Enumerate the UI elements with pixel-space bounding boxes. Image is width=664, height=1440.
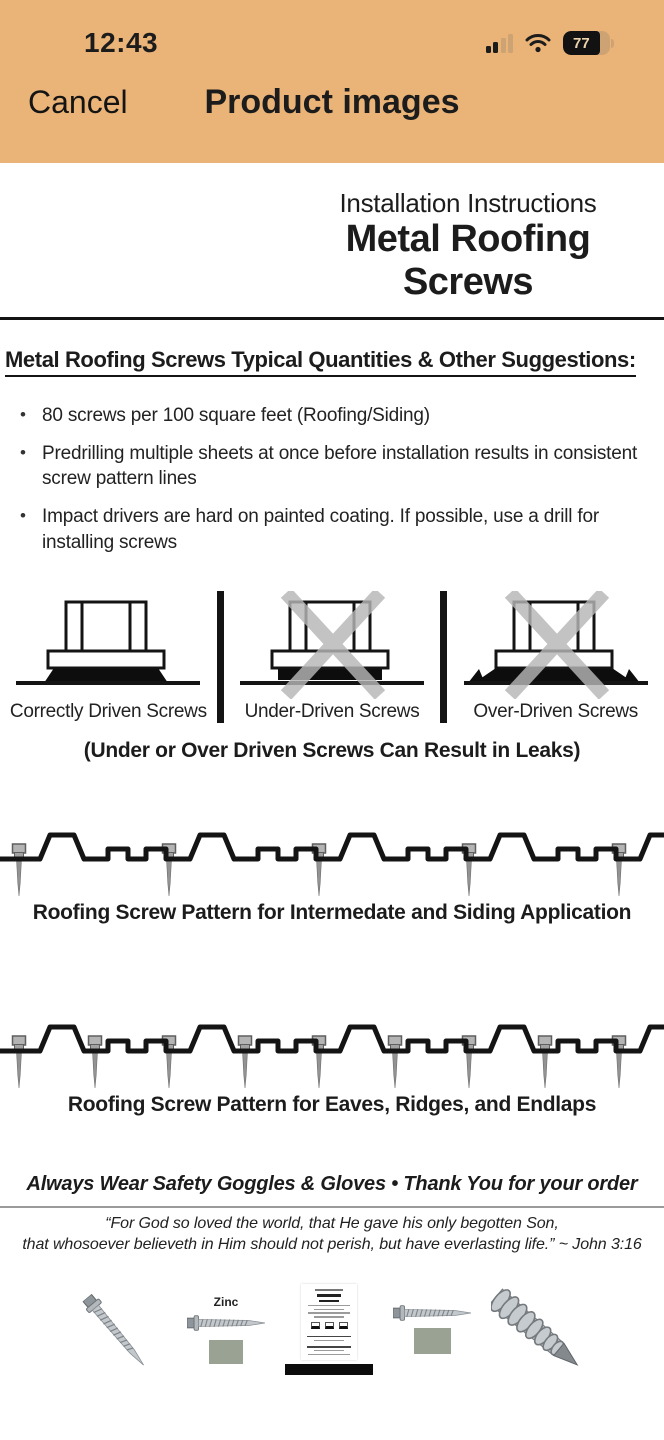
- roof-profile-diagram: [0, 825, 664, 899]
- eaves-pattern-figure: [0, 1017, 664, 1117]
- panel-label: Over-Driven Screws: [473, 700, 638, 722]
- divider-rule: [0, 317, 664, 320]
- battery-icon: [563, 31, 614, 55]
- thumbnail-angled-screw[interactable]: [81, 1287, 167, 1373]
- color-swatch: [209, 1340, 243, 1364]
- cellular-signal-icon: [486, 33, 514, 53]
- status-time: 12:43: [84, 27, 159, 58]
- over-driven-screw-diagram: [456, 591, 656, 699]
- under-driven-panel: [224, 591, 441, 723]
- list-item: • 80 screws per 100 square feet (Roofing/Siding): [18, 403, 650, 428]
- thumbnail-thread-closeup[interactable]: [491, 1284, 583, 1376]
- wifi-icon: [525, 33, 551, 53]
- list-item: • Predrilling multiple sheets at once before installation results in consistent screw pattern lines: [18, 441, 650, 491]
- correct-drive-panel: [0, 591, 217, 723]
- app-header: [0, 0, 664, 163]
- status-bar: [0, 24, 664, 62]
- page-title: Product images: [204, 82, 460, 121]
- thumbnail-screw-swatch[interactable]: [393, 1305, 471, 1354]
- doc-title-line2: Screws: [402, 260, 534, 303]
- leak-warning-note: (Under or Over Driven Screws Can Result in Leaks): [83, 738, 581, 762]
- pattern-caption: Roofing Screw Pattern for Eaves, Ridges, and Endlaps: [67, 1092, 597, 1116]
- list-item: • Impact drivers are hard on painted coating. If possible, use a drill for installing screws: [18, 504, 650, 554]
- over-driven-panel: [447, 591, 664, 723]
- panel-divider: [217, 591, 224, 723]
- battery-percent: 77: [563, 31, 600, 55]
- zinc-label: Zinc: [213, 1295, 239, 1310]
- panel-label: Correctly Driven Screws: [9, 700, 207, 722]
- angled-screw-image: [81, 1287, 167, 1373]
- section-heading: Metal Roofing Screws Typical Quantities & Other Suggestions:: [5, 347, 664, 373]
- doc-title-line1: Metal Roofing: [345, 218, 591, 261]
- thread-closeup-image: [491, 1284, 583, 1376]
- panel-label: Under-Driven Screws: [244, 700, 420, 722]
- intermediate-pattern-figure: [0, 825, 664, 925]
- suggestions-list: [0, 403, 664, 554]
- verse-text: “For God so loved the world, that He gave his only begotten Son, that whosoever believeth in Him should not perish, but have everlasting life.” ~ John 3:16: [22, 1214, 642, 1254]
- screw-drive-diagrams: [0, 591, 664, 723]
- thumbnail-zinc-screw[interactable]: [187, 1295, 265, 1364]
- status-icons: [486, 31, 615, 55]
- under-driven-screw-diagram: [232, 591, 432, 699]
- roof-profile-diagram: [0, 1017, 664, 1091]
- selected-thumbnail-indicator: [285, 1364, 373, 1375]
- panel-divider: [440, 591, 447, 723]
- correct-screw-diagram: [8, 591, 208, 699]
- doc-title-block: [298, 189, 638, 303]
- thumbnail-instruction-sheet-selected[interactable]: [285, 1284, 373, 1375]
- thumbnail-strip: [0, 1284, 664, 1376]
- color-swatch: [414, 1328, 451, 1354]
- horizontal-screw-image: [187, 1315, 265, 1331]
- instruction-sheet-image: [301, 1284, 357, 1360]
- product-image-preview[interactable]: [0, 189, 664, 1376]
- safety-note: Always Wear Safety Goggles & Gloves • Thank You for your order: [26, 1172, 638, 1195]
- cancel-button[interactable]: Cancel: [28, 83, 128, 120]
- pattern-caption: Roofing Screw Pattern for Intermedate and Siding Application: [32, 900, 632, 924]
- doc-subtitle: Installation Instructions: [339, 188, 597, 218]
- nav-bar: [0, 78, 664, 126]
- horizontal-screw-image: [393, 1305, 471, 1321]
- divider-rule: [0, 1206, 664, 1208]
